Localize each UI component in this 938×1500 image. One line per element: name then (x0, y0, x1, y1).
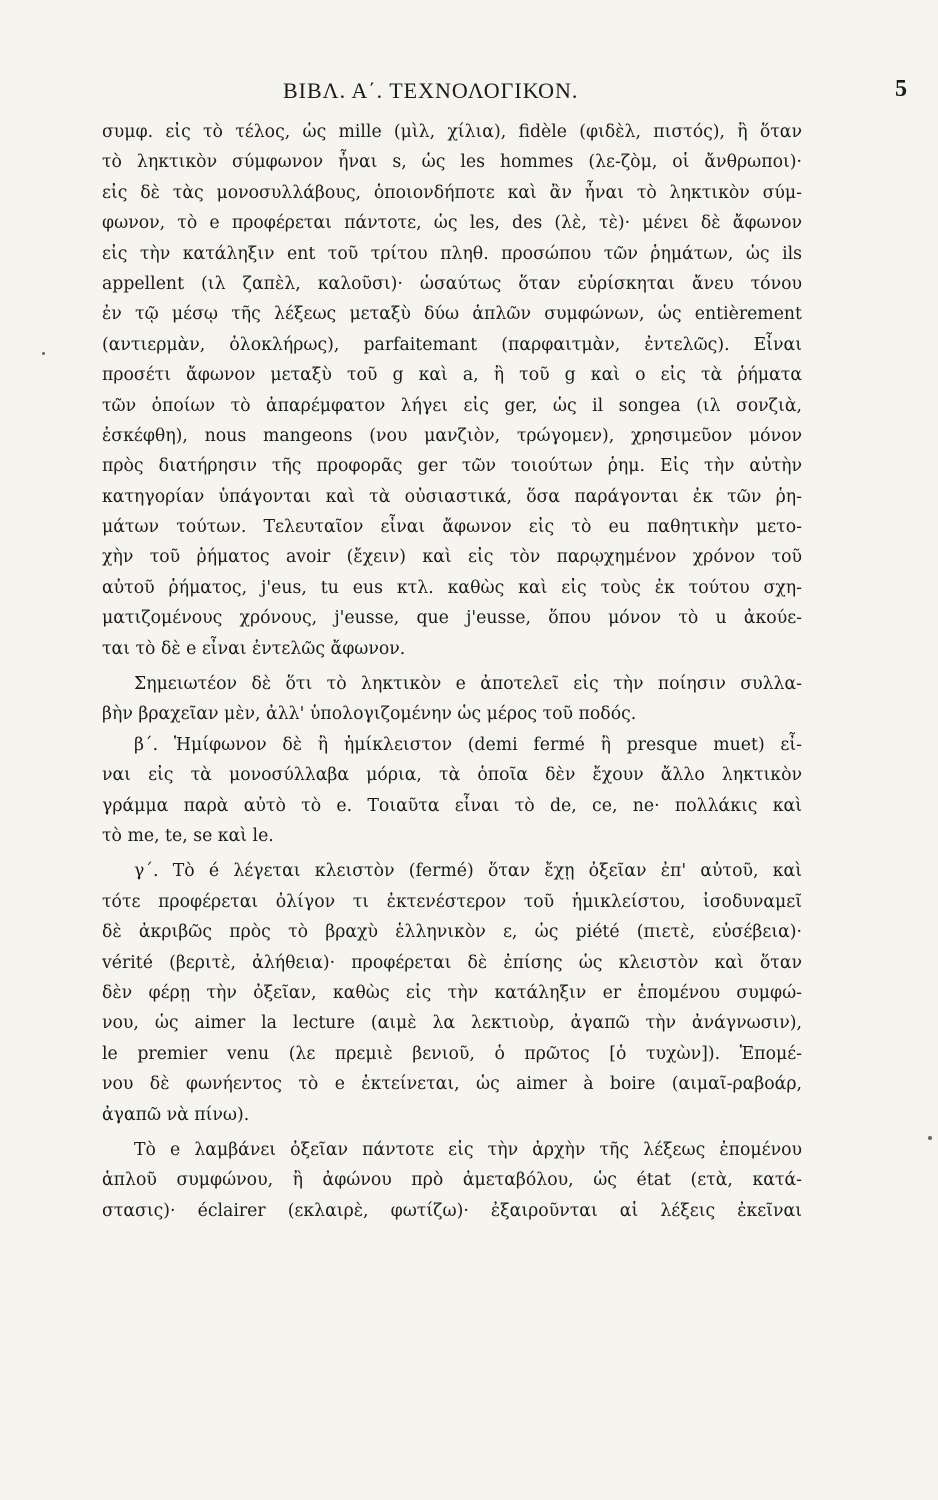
text-line: εἰς τὴν κατάληξιν ent τοῦ τρίτου πληθ. προσώπου τῶν ῥημάτων, ὡς ils (102, 243, 802, 264)
text-line: τότε προφέρεται ὀλίγον τι ἐκτενέστερον τοῦ ἡμικλείστου, ἰσοδυναμεῖ (102, 891, 802, 912)
paragraph-5 (102, 1135, 802, 1226)
text-line: Σημειωτέον δὲ ὅτι τὸ ληκτικὸν e ἀποτελεῖ εἰς τὴν ποίησιν συλλα- (134, 674, 802, 695)
text-line: νου δὲ φωνήεντος τὸ e ἐκτείνεται, ὡς aimer à boire (αιμαῖ-ραβοάρ, (102, 1074, 802, 1095)
running-head-title: ΒΙΒΛ. Α΄. ΤΕΧΝΟΛΟΓΙΚΟΝ. (283, 78, 579, 103)
text-line: γράμμα παρὰ αὐτὸ τὸ e. Τοιαῦτα εἶναι τὸ de, ce, ne· πολλάκις καὶ (102, 795, 802, 816)
page-number: 5 (895, 76, 907, 102)
text-line: πρὸς διατήρησιν τῆς προφορᾶς ger τῶν τοιούτων ῥημ. Εἰς τὴν αὐτὴν (102, 456, 802, 477)
body-text (102, 117, 802, 1226)
paragraph-4 (102, 856, 802, 1130)
text-line: κατηγορίαν ὑπάγονται καὶ τὰ οὐσιαστικά, ὅσα παράγονται ἐκ τῶν ῥη- (102, 486, 802, 507)
ink-speck (928, 1136, 932, 1140)
text-line: στασις)· éclairer (εκλαιρὲ, φωτίζω)· ἐξαιροῦνται αἱ λέξεις ἐκεῖναι (102, 1200, 802, 1221)
paragraph-1 (102, 117, 802, 664)
running-head (0, 74, 938, 110)
text-line: βὴν βραχεῖαν μὲν, ἀλλ' ὑπολογιζομένην ὡς μέρος τοῦ ποδός. (102, 704, 637, 725)
text-line: ματιζομένους χρόνους, j'eusse, que j'eusse, ὅπου μόνον τὸ u ἀκούε- (102, 608, 802, 629)
text-line: Τὸ e λαμβάνει ὀξεῖαν πάντοτε εἰς τὴν ἀρχὴν τῆς λέξεως ἑπομένου (134, 1139, 802, 1160)
ink-speck (42, 352, 45, 355)
text-line: εἰς δὲ τὰς μονοσυλλάβους, ὁποιονδήποτε καὶ ἂν ἦναι τὸ ληκτικὸν σύμ- (102, 182, 802, 203)
text-line: τὸ ληκτικὸν σύμφωνον ἦναι s, ὡς les hommes (λε-ζὸμ, οἱ ἄνθρωποι)· (102, 152, 802, 173)
text-line: (αντιερμὰν, ὁλοκλήρως), parfaitemant (παρφαιτμὰν, ἐντελῶς). Εἶναι (102, 334, 802, 355)
text-line: le premier venu (λε πρεμιὲ βενιοῦ, ὁ πρῶτος [ὁ τυχὼν]). Ἑπομέ- (102, 1043, 802, 1064)
text-line: δὲν φέρῃ τὴν ὀξεῖαν, καθὼς εἰς τὴν κατάληξιν er ἑπομένου συμφώ- (102, 982, 802, 1003)
paragraph-3 (102, 730, 802, 852)
text-line: ἀγαπῶ νὰ πίνω). (102, 1104, 250, 1125)
text-line: appellent (ιλ ζαπὲλ, καλοῦσι)· ὡσαύτως ὅταν εὑρίσκηται ἄνευ τόνου (102, 273, 802, 294)
text-line: προσέτι ἄφωνον μεταξὺ τοῦ g καὶ a, ἢ τοῦ g καὶ o εἰς τὰ ῥήματα (102, 365, 802, 386)
text-line: φωνον, τὸ e προφέρεται πάντοτε, ὡς les, des (λὲ, τὲ)· μένει δὲ ἄφωνον (102, 213, 802, 234)
text-line: ναι εἰς τὰ μονοσύλλαβα μόρια, τὰ ὁποῖα δὲν ἔχουν ἄλλο ληκτικὸν (102, 765, 802, 786)
text-line: τῶν ὁποίων τὸ ἀπαρέμφατον λήγει εἰς ger, ὡς il songea (ιλ σονζιὰ, (102, 395, 802, 416)
text-line: γ΄. Τὸ é λέγεται κλειστὸν (fermé) ὅταν ἔχῃ ὀξεῖαν ἐπ' αὐτοῦ, καὶ (134, 861, 802, 882)
text-line: αὐτοῦ ῥήματος, j'eus, tu eus κτλ. καθὼς καὶ εἰς τοὺς ἐκ τούτου σχη- (102, 577, 802, 598)
text-line: χὴν τοῦ ῥήματος avoir (ἔχειν) καὶ εἰς τὸν παρῳχημένον χρόνον τοῦ (102, 547, 802, 568)
paragraph-2 (102, 669, 802, 730)
text-line: τὸ me, te, se καὶ le. (102, 825, 274, 846)
text-line: μάτων τούτων. Τελευταῖον εἶναι ἄφωνον εἰς τὸ eu παθητικὴν μετο- (102, 517, 802, 538)
text-line: ἁπλοῦ συμφώνου, ἢ ἀφώνου πρὸ ἀμεταβόλου, ὡς état (ετὰ, κατά- (102, 1170, 802, 1191)
text-line: vérité (βεριτὲ, ἀλήθεια)· προφέρεται δὲ ἐπίσης ὡς κλειστὸν καὶ ὅταν (102, 952, 802, 973)
text-line: συμφ. εἰς τὸ τέλος, ὡς mille (μὶλ, χίλια), fidèle (φιδὲλ, πιστός), ἢ ὅταν (102, 122, 802, 142)
text-line: νου, ὡς aimer la lecture (αιμὲ λα λεκτιοὺρ, ἀγαπῶ τὴν ἀνάγνωσιν), (102, 1013, 802, 1034)
text-line: β΄. Ἡμίφωνον δὲ ἢ ἡμίκλειστον (demi fermé ἢ presque muet) εἶ- (134, 734, 802, 755)
text-line: ἐν τῷ μέσῳ τῆς λέξεως μεταξὺ δύω ἁπλῶν συμφώνων, ὡς entièrement (102, 304, 802, 325)
text-line: ἐσκέφθη), nous mangeons (νου μανζιὸν, τρώγομεν), χρησιμεῦον μόνον (102, 425, 802, 446)
text-line: ται τὸ δὲ e εἶναι ἐντελῶς ἄφωνον. (102, 638, 406, 659)
text-line: δὲ ἀκριβῶς πρὸς τὸ βραχὺ ἑλληνικὸν ε, ὡς piété (πιετὲ, εὐσέβεια)· (102, 922, 802, 943)
